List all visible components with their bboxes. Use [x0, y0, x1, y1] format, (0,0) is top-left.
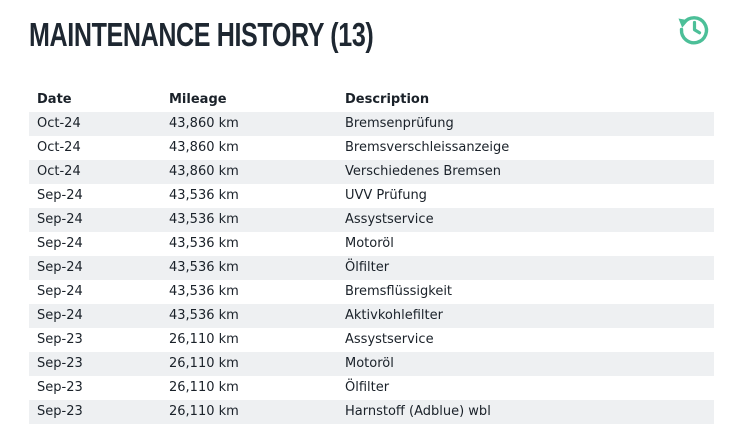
cell-mileage: 43,860 km: [169, 140, 239, 155]
cell-date: Oct-24: [37, 116, 81, 131]
cell-date: Sep-23: [37, 356, 83, 371]
cell-mileage: 26,110 km: [169, 332, 239, 347]
table-row: [29, 376, 714, 400]
table-row: [29, 136, 714, 160]
table-row: [29, 208, 714, 232]
table-row: [29, 112, 714, 136]
cell-date: Sep-24: [37, 212, 83, 227]
cell-mileage: 43,860 km: [169, 164, 239, 179]
cell-mileage: 43,536 km: [169, 284, 239, 299]
column-header-date: Date: [37, 92, 72, 107]
cell-description: UVV Prüfung: [345, 188, 427, 203]
maintenance-table: [29, 88, 714, 424]
cell-description: Aktivkohlefilter: [345, 308, 443, 323]
cell-date: Sep-24: [37, 260, 83, 275]
cell-mileage: 43,536 km: [169, 308, 239, 323]
cell-date: Sep-23: [37, 404, 83, 419]
column-header-mileage: Mileage: [169, 92, 227, 107]
table-row: [29, 304, 714, 328]
cell-date: Oct-24: [37, 140, 81, 155]
cell-mileage: 26,110 km: [169, 404, 239, 419]
table-row: [29, 184, 714, 208]
cell-description: Verschiedenes Bremsen: [345, 164, 502, 179]
table-row: [29, 328, 714, 352]
table-body: [29, 112, 714, 424]
cell-date: Sep-23: [37, 380, 83, 395]
cell-description: Bremsflüssigkeit: [345, 284, 453, 299]
cell-date: Sep-23: [37, 332, 83, 347]
table-row: [29, 352, 714, 376]
cell-date: Sep-24: [37, 308, 83, 323]
cell-mileage: 43,536 km: [169, 236, 239, 251]
cell-mileage: 43,536 km: [169, 188, 239, 203]
table-row: [29, 280, 714, 304]
history-icon: [676, 11, 712, 47]
cell-date: Oct-24: [37, 164, 81, 179]
cell-description: Bremsenprüfung: [345, 116, 454, 131]
cell-date: Sep-24: [37, 188, 83, 203]
column-header-description: Description: [345, 92, 430, 107]
table-header-row: [29, 88, 714, 112]
cell-date: Sep-24: [37, 284, 83, 299]
cell-mileage: 26,110 km: [169, 380, 239, 395]
cell-description: Harnstoff (Adblue) wbl: [345, 404, 491, 419]
cell-description: Motoröl: [345, 356, 394, 371]
cell-description: Ölfilter: [345, 260, 390, 275]
cell-description: Assystservice: [345, 332, 434, 347]
cell-mileage: 26,110 km: [169, 356, 239, 371]
cell-mileage: 43,536 km: [169, 212, 239, 227]
page-title: MAINTENANCE HISTORY (13): [29, 16, 374, 53]
table-row: [29, 400, 714, 424]
cell-date: Sep-24: [37, 236, 83, 251]
table-row: [29, 160, 714, 184]
cell-mileage: 43,536 km: [169, 260, 239, 275]
table-row: [29, 256, 714, 280]
cell-description: Ölfilter: [345, 380, 390, 395]
cell-description: Bremsverschleissanzeige: [345, 140, 510, 155]
history-button[interactable]: [676, 11, 712, 47]
table-row: [29, 232, 714, 256]
cell-mileage: 43,860 km: [169, 116, 239, 131]
cell-description: Motoröl: [345, 236, 394, 251]
cell-description: Assystservice: [345, 212, 434, 227]
